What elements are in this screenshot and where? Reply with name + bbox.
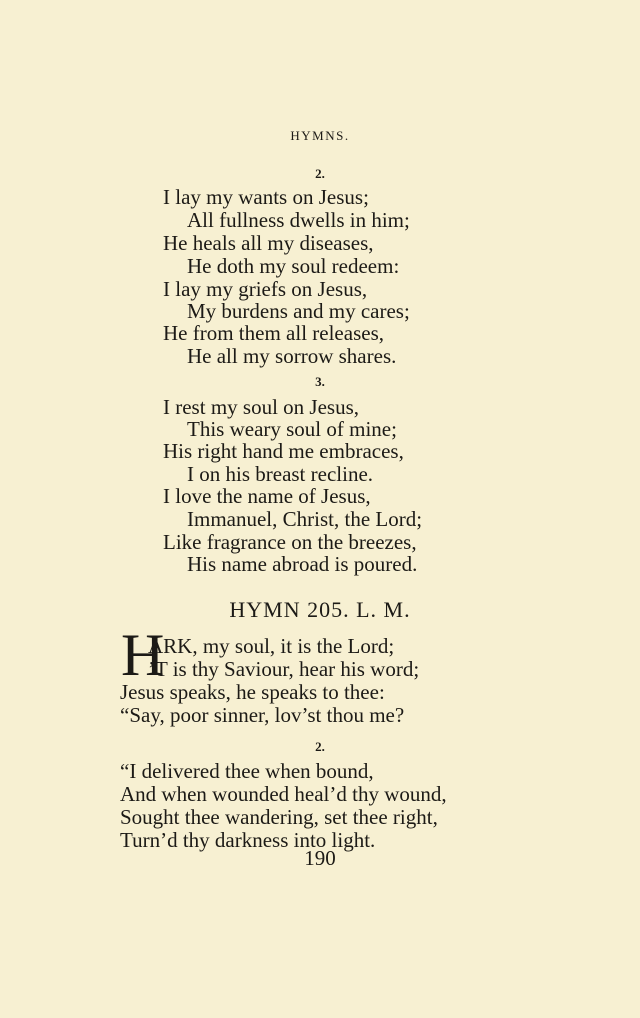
verse-line: ARK, my soul, it is the Lord; bbox=[148, 634, 395, 658]
page-number: 190 bbox=[304, 846, 336, 870]
stanza-number: 2. bbox=[315, 739, 325, 754]
verse-line: I lay my wants on Jesus; bbox=[163, 185, 369, 209]
verse-line: Like fragrance on the breezes, bbox=[163, 530, 417, 554]
stanza-number: 3. bbox=[315, 374, 325, 389]
verse-line: His right hand me embraces, bbox=[163, 439, 404, 463]
verse-line: His name abroad is poured. bbox=[187, 552, 418, 576]
verse-line: Immanuel, Christ, the Lord; bbox=[187, 507, 423, 531]
verse-line: He heals all my diseases, bbox=[163, 231, 374, 255]
verse-line: He all my sorrow shares. bbox=[187, 344, 397, 368]
verse-line: “I delivered thee when bound, bbox=[120, 759, 374, 783]
verse-line: He doth my soul redeem: bbox=[187, 254, 400, 278]
verse-line: He from them all releases, bbox=[163, 321, 384, 345]
drop-cap: H bbox=[121, 622, 165, 688]
running-head: HYMNS. bbox=[290, 128, 350, 143]
verse-line: I on his breast recline. bbox=[187, 462, 374, 486]
verse-line: My burdens and my cares; bbox=[187, 299, 410, 323]
verse-line: Sought thee wandering, set thee right, bbox=[120, 805, 438, 829]
verse-line: And when wounded heal’d thy wound, bbox=[120, 782, 447, 806]
verse-line: I love the name of Jesus, bbox=[163, 484, 371, 508]
verse-line: I lay my griefs on Jesus, bbox=[163, 277, 368, 301]
verse-line: Jesus speaks, he speaks to thee: bbox=[120, 680, 385, 704]
verse-line: I rest my soul on Jesus, bbox=[163, 395, 359, 419]
stanza-number: 2. bbox=[315, 166, 325, 181]
verse-line: ’T is thy Saviour, hear his word; bbox=[148, 657, 420, 681]
hymn-title: HYMN 205. L. M. bbox=[229, 597, 411, 622]
verse-line: All fullness dwells in him; bbox=[187, 208, 410, 232]
verse-line: This weary soul of mine; bbox=[187, 417, 397, 441]
verse-line: “Say, poor sinner, lov’st thou me? bbox=[120, 703, 405, 727]
verse-line: Turn’d thy darkness into light. bbox=[120, 828, 376, 852]
